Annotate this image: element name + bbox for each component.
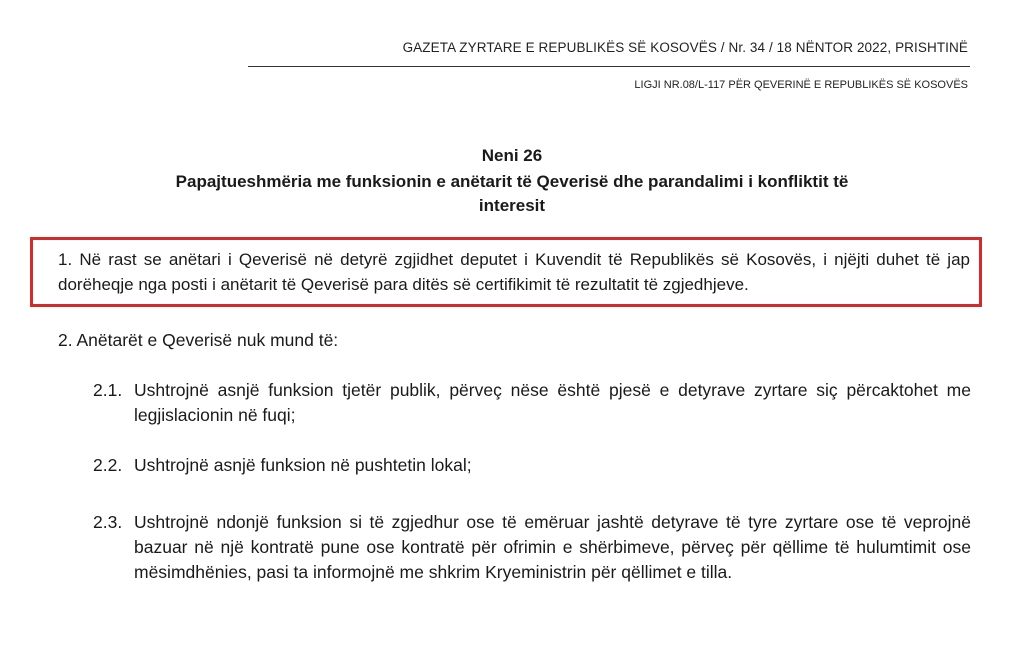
subparagraph-number: 2.1.	[93, 380, 123, 400]
subparagraph-number: 2.3.	[93, 512, 123, 532]
subparagraph-text: Ushtrojnë ndonjë funksion si të zgjedhur ose të emëruar jashtë detyrave të tyre zyrtare ose të veprojnë bazuar në një kontratë pune ose kontratë për ofrimin e shërbimeve, përveç për qëllime të hulumtimit ose mësimdhënies, pasi ta informojnë me shkrim Kryeministrin për qëllimet e tilla.	[134, 512, 971, 582]
subparagraph-text: Ushtrojnë asnjë funksion tjetër publik, përveç nëse është pjesë e detyrave zyrtare siç përcaktohet me legjislacionin në fuqi;	[134, 380, 971, 425]
paragraph-1: 1. Në rast se anëtari i Qeverisë në detyrë zgjidhet deputet i Kuvendit të Republikës së Kosovës, i njëjti duhet të jap dorëheqje nga posti i anëtarit të Qeverisë para ditës së certifikimit të rezultatit të zgjedhjeve.	[58, 250, 970, 294]
header-divider	[248, 66, 970, 67]
subparagraph-text: Ushtrojnë asnjë funksion në pushtetin lokal;	[134, 455, 472, 475]
subparagraph-2-2	[93, 453, 971, 478]
paragraph-2: 2. Anëtarët e Qeverisë nuk mund të:	[58, 330, 339, 350]
law-subheader: LIGJI NR.08/L-117 PËR QEVERINË E REPUBLIKËS SË KOSOVËS	[634, 79, 968, 91]
subparagraph-2-1	[93, 378, 971, 428]
article-title: Papajtueshmëria me funksionin e anëtarit të Qeverisë dhe parandalimi i konfliktit të interesit	[175, 172, 849, 215]
article-number: Neni 26	[481, 146, 543, 165]
subparagraph-number: 2.2.	[93, 455, 123, 475]
subparagraph-2-3	[93, 510, 971, 585]
gazette-header: GAZETA ZYRTARE E REPUBLIKËS SË KOSOVËS / Nr. 34 / 18 NËNTOR 2022, PRISHTINË	[402, 40, 968, 55]
